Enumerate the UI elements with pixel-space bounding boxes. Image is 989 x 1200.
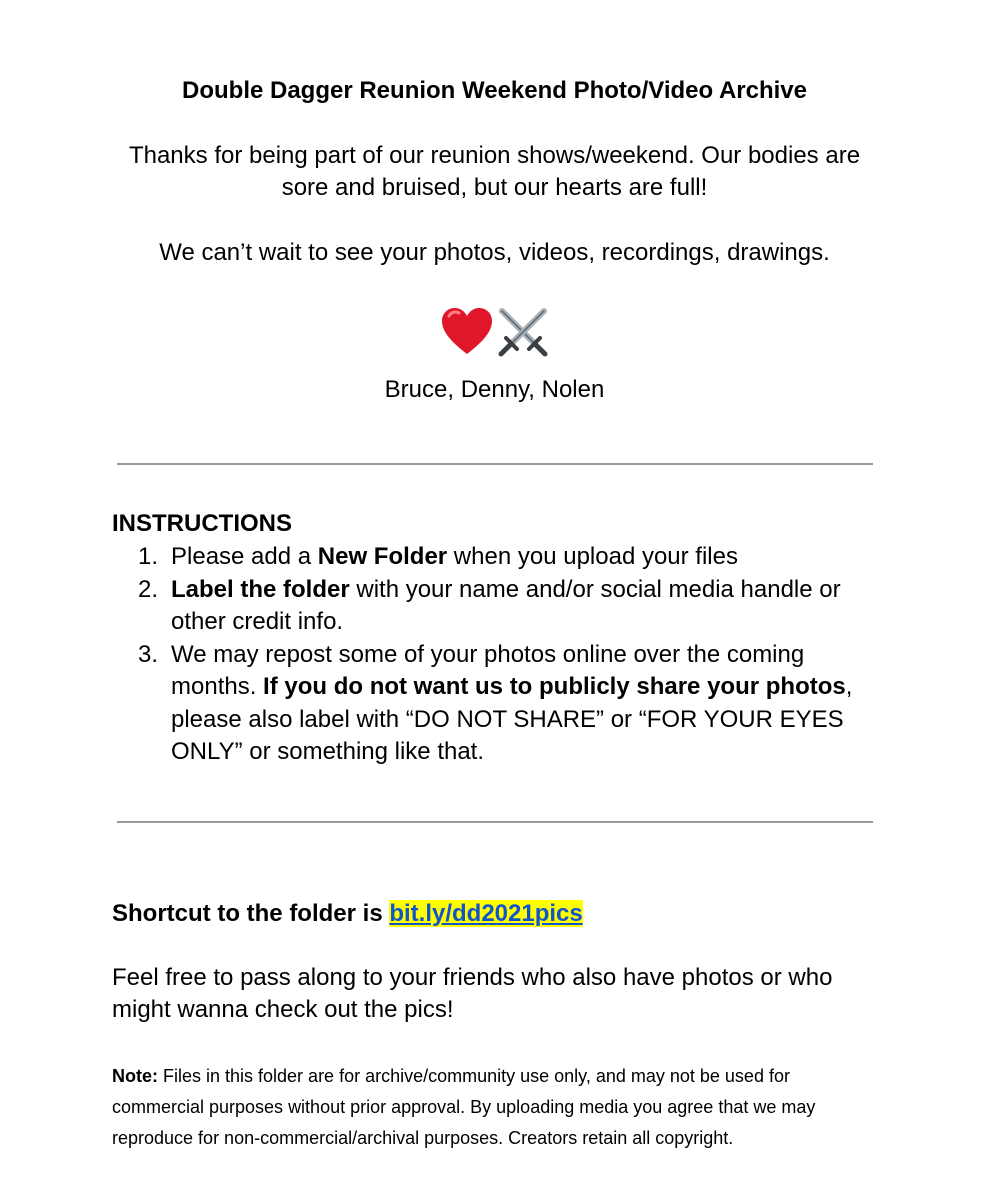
horizontal-divider xyxy=(117,463,873,465)
instructions-heading: INSTRUCTIONS xyxy=(112,510,292,537)
instruction-bold-text: If you do not want us to publicly share your photos xyxy=(263,673,846,700)
instruction-text: , please also label with “DO NOT SHARE” or “FOR YOUR EYES ONLY” or something like that. xyxy=(171,673,853,765)
instruction-bold-text: New Folder xyxy=(317,543,448,570)
instructions-list xyxy=(112,541,872,769)
instruction-number: 2. xyxy=(138,575,159,603)
shortcut-label: Shortcut to the folder is xyxy=(112,900,390,927)
note-paragraph xyxy=(112,1061,882,1154)
instruction-item xyxy=(112,639,872,769)
heart-icon xyxy=(440,307,494,362)
instruction-text: when you upload your files xyxy=(447,543,738,570)
wait-paragraph: We can’t wait to see your photos, videos, recordings, drawings. xyxy=(159,239,830,266)
instruction-number: 1. xyxy=(138,543,159,570)
crossed-swords-icon xyxy=(496,305,550,364)
intro-paragraph: Thanks for being part of our reunion shows/weekend. Our bodies are sore and bruised, but our hearts are full! xyxy=(128,142,861,201)
horizontal-divider xyxy=(117,821,873,823)
document-title: Double Dagger Reunion Weekend Photo/Video Archive xyxy=(182,77,807,104)
note-label: Note: xyxy=(112,1066,158,1086)
instruction-item xyxy=(112,574,872,639)
note-text: Files in this folder are for archive/community use only, and may not be used for commercial purposes without prior approval. By uploading media you agree that we may reproduce for non-commercial/archival purposes. Creators retain all copyright. xyxy=(112,1066,816,1148)
instruction-text: Please add a xyxy=(171,543,318,570)
shortcut-line xyxy=(112,898,583,930)
instruction-text: with your name and/or social media handle or other credit info. xyxy=(171,575,841,635)
instruction-bold-text: Label the folder xyxy=(171,575,350,603)
instruction-text: We may repost some of your photos online over the coming months. xyxy=(171,640,805,700)
emoji-row xyxy=(0,304,989,364)
instruction-number: 3. xyxy=(138,640,159,668)
share-paragraph: Feel free to pass along to your friends who also have photos or who might wanna check out the pics! xyxy=(112,964,833,1023)
folder-link[interactable]: bit.ly/dd2021pics xyxy=(389,900,583,927)
signoff-names: Bruce, Denny, Nolen xyxy=(384,376,605,403)
instruction-item xyxy=(112,541,872,574)
